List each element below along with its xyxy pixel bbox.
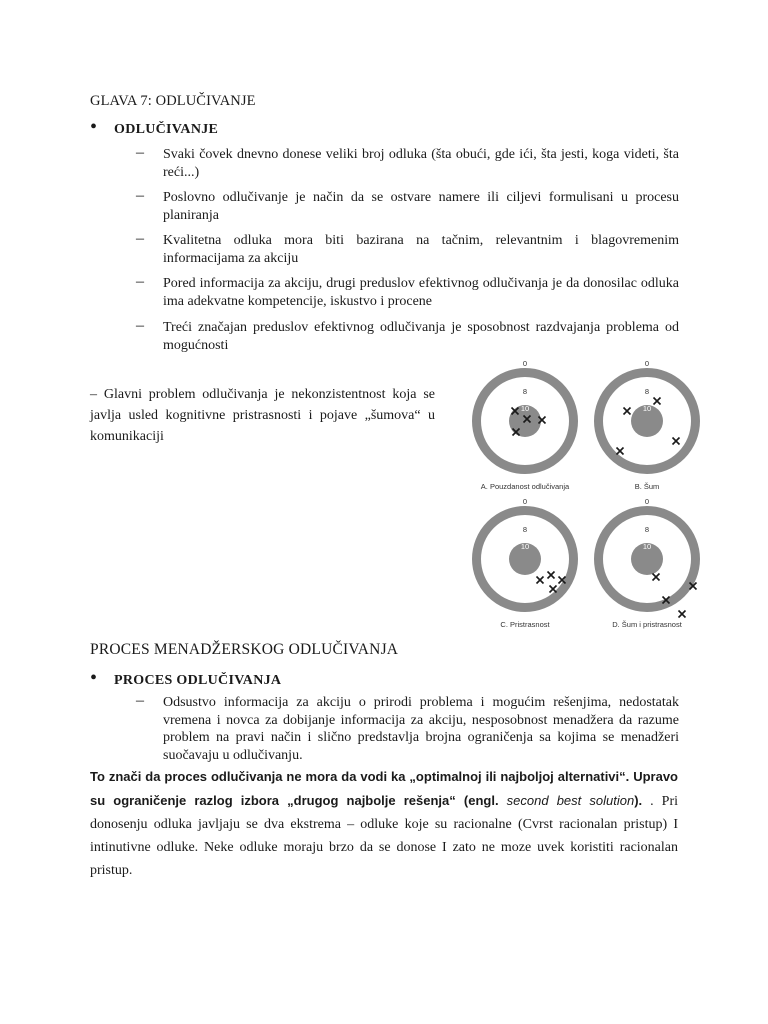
list-item: [136, 275, 679, 310]
ring-label: 0: [522, 359, 528, 368]
ring-label: 5: [644, 518, 650, 527]
emphasis-close: ).: [634, 793, 643, 808]
emphasis-part: To znači da proces odlučivanja ne mora da vodi ka „optimalnoj ili najboljoj alternativi“. Upravo su ograničenje razlog izbora „drugog najbolje rešenja“ (engl.: [90, 769, 678, 808]
dash-marker: –: [136, 230, 144, 247]
ring-label: 8: [522, 387, 528, 396]
hit-mark: [624, 408, 631, 415]
bullet-dot: •: [90, 116, 98, 138]
list-item: [136, 319, 679, 354]
list-item: [136, 146, 679, 181]
target-diagram: [466, 354, 706, 644]
section2-bullet: [90, 668, 281, 689]
list-item-text: Poslovno odlučivanje je način da se ostvare namere ili ciljevi formulisani u procesu planiranja: [163, 190, 679, 223]
dash-marker: –: [136, 692, 144, 709]
ring-label: 8: [522, 525, 528, 534]
target-figure: [466, 354, 706, 644]
list-item: [136, 189, 679, 224]
ring-label: 10: [520, 404, 530, 413]
ring-label: 8: [644, 525, 650, 534]
hit-mark: [653, 574, 660, 581]
target-caption: B. Šum: [634, 482, 660, 491]
target-caption: D. Šum i pristrasnost: [612, 620, 682, 629]
list-item-text: Odsustvo informacija za akciju o prirodi problema i mogućim rešenjima, nedostatak vremena i novca za dobijanje informacija za akciju, nesposobnost menadžera da razume problem na pravi način i slično predstavlja brojna ograničenja sa kojima se menadžeri suočavaju u odlučivanju.: [163, 695, 679, 763]
section1-bullet: [90, 117, 218, 138]
ring-label: 0: [644, 497, 650, 506]
chapter-title: GLAVA 7: ODLUČIVANJE: [90, 93, 256, 109]
ring-label: 0: [644, 359, 650, 368]
section2-title: PROCES ODLUČIVANJA: [114, 673, 282, 688]
hit-mark: [550, 586, 557, 593]
hit-mark: [654, 398, 661, 405]
ring-label: 5: [522, 518, 528, 527]
ring-label: 5: [644, 380, 650, 389]
hit-mark: [679, 611, 686, 618]
list-item: [136, 694, 679, 764]
dash-marker: –: [136, 144, 144, 161]
list-item: [136, 232, 679, 267]
dash-marker: –: [136, 273, 144, 290]
emphasis-text: [90, 769, 678, 808]
side-note: – Glavni problem odlučivanja je nekonzistentnost koja se javlja usled kognitivne pristrasnosti i pojave „šumova“ u komunikaciji: [90, 387, 435, 444]
body-paragraph: [90, 765, 678, 882]
paragraph-rest: . Pri donosenju odluka javljaju se dva ekstrema – odluke koje su racionalne (Cvrst racionalan pristup) I intinutivne odluke. Neke odluke moraju brzo da se donose I zato ne moze uvek koristiti racionalan pristup.: [90, 794, 678, 878]
hit-mark: [537, 577, 544, 584]
list-item-text: Pored informacija za akciju, drugi preduslov efektivnog odlučivanja je da donosilac odluka ima adekvatne kompetencije, iskustvo i procene: [163, 276, 679, 309]
section1-title: ODLUČIVANJE: [114, 122, 219, 137]
ring-label: 0: [522, 497, 528, 506]
ring-label: 5: [522, 380, 528, 389]
list-item-text: Svaki čovek dnevno donese veliki broj odluka (šta obući, gde ići, šta jesti, koga videti, šta reći...): [163, 147, 679, 180]
italic-term: second best solution: [506, 793, 635, 808]
list-item-text: Kvalitetna odluka mora biti bazirana na tačnim, relevantnim i blagovremenim informacijama za akciju: [163, 233, 679, 266]
hit-mark: [673, 438, 680, 445]
dash-marker: –: [136, 317, 144, 334]
hit-mark: [617, 448, 624, 455]
ring-label: 8: [644, 387, 650, 396]
target-caption: C. Pristrasnost: [500, 620, 550, 629]
ring-label: 10: [642, 404, 652, 413]
list-item-text: Treći značajan preduslov efektivnog odlučivanja je sposobnost razdvajanja problema od mogućnosti: [163, 320, 679, 353]
ring-label: 10: [520, 542, 530, 551]
ring-label: 10: [642, 542, 652, 551]
bullet-dot: •: [90, 667, 98, 689]
section2-heading: PROCES MENADŽERSKOG ODLUČIVANJA: [90, 641, 399, 658]
hit-mark: [548, 572, 555, 579]
target-caption: A. Pouzdanost odlučivanja: [480, 482, 570, 491]
dash-marker: –: [136, 187, 144, 204]
